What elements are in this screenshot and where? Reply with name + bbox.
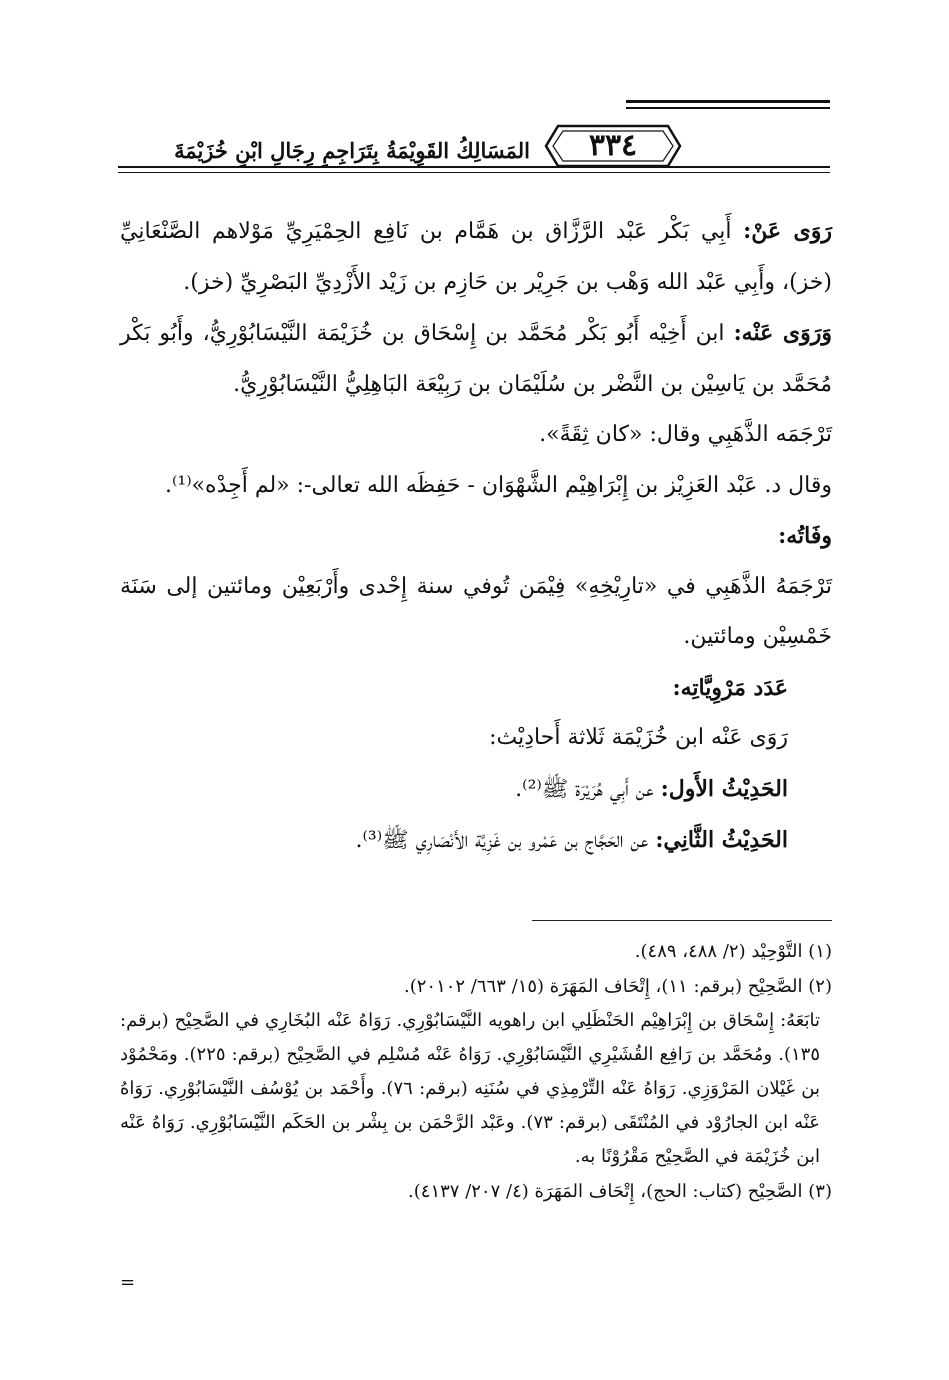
footnote-1: (١) التَّوْحِيْد (٢/ ٤٨٨، ٤٨٩). <box>634 941 832 962</box>
paragraph-narrations-count: رَوَى عَنْه ابن خُزَيْمَة ثَلاثة أَحادِيْث: <box>489 725 788 750</box>
paragraph-shahwan: وقال د. عَبْد العَزِيْز بن إِبْرَاهِيْم الشَّهْوَان - حَفِظَه الله تعالى-: «لم أَجِدْه»⁽¹⁾. <box>164 472 832 498</box>
text-narrated-from: أَبِي بَكْر عَبْد الرَّزَّاق بن هَمَّام بن نَافِع الحِمْيَرِيِّ مَوْلاهم الصَّنْعَانِيِّ (خز)، وأَبِي عَبْد الله وَهْب بن جَرِيْر بن حَازِم بن زَيْد الأَزْدِيِّ البَصْرِيِّ (خز). <box>120 219 832 295</box>
header-rule-top-thin <box>626 107 830 109</box>
label-narrated-from: رَوَى عَنْ: <box>743 218 832 244</box>
footnote-3: (٣) الصَّحِيْح (كتاب: الحج)، إِتْحَاف المَهَرَة (٤/ ٢٠٧/ ٤١٣٧). <box>408 1181 832 1202</box>
footnotes <box>120 934 832 1209</box>
footnote-2: (٢) الصَّحِيْح (برقم: ١١)، إِتْحَاف المَهَرَة (١٥/ ٦٦٣/ ٢٠١٠٢). <box>403 976 832 997</box>
footnote-2-continuation: تابَعَهُ: إِسْحَاق بن إِبْرَاهِيْم الحَنْظَلِي ابن راهويه النَّيْسَابُوْرِي. رَوَاهُ عَنْه البُخَارِي في الصَّحِيْح (برقم: ١٣٥). ومُحَمَّد بن رَافِع القُشَيْرِي النَّيْسَابُوْرِي. رَوَاهُ عَنْه مُسْلِم في الصَّحِيْح (برقم: ٢٢٥). ومَحْمُوْد بن غَيْلان المَرْوَزِي. رَوَاهُ عَنْه التِّرْمِذِي في سُنَنِه (برقم: ٧٦). وأَحْمَد بن يُوْسُف النَّيْسَابُوْرِي. رَوَاهُ عَنْه ابن الجارُوْد في المُنْتَقَى (برقم: ٧٣). وعَبْد الرَّحْمَن بن بِشْر بن الحَكَم النَّيْسَابُوْرِي. رَوَاهُ عَنْه ابن خُزَيْمَة في الصَّحِيْح مَقْرُوْنًا به. <box>120 1010 821 1167</box>
running-title: المَسَالِكُ القَوِيْمَةُ بِتَرَاجِمِ رِجَالِ ابْنِ خُزَيْمَةَ <box>174 138 530 163</box>
paragraph-dhahabi: تَرْجَمَه الذَّهَبِي وقال: «كان ثِقَةً». <box>539 422 832 447</box>
paragraph-narrated-by <box>120 308 832 410</box>
page-header <box>118 100 830 180</box>
page-number: ٣٣٤ <box>588 128 638 163</box>
page-number-frame <box>544 124 682 168</box>
heading-narrations-count: عَدَد مَرْوِيَّاتِه: <box>672 674 788 701</box>
label-hadith-second: الحَدِيْثُ الثَّانِي: <box>655 827 788 853</box>
text-hadith-second: عن الحَجَّاج بن عَمْرو بن غَزِيَّة الأَنْصَارِي ﷺ⁽³⁾. <box>355 828 656 853</box>
header-rule-top <box>626 100 830 103</box>
main-text <box>120 206 832 867</box>
continuation-mark: = <box>120 1272 136 1293</box>
label-hadith-first: الحَدِيْثُ الأَول: <box>660 775 788 802</box>
footnote-divider <box>532 920 832 921</box>
header-rule-bottom <box>118 166 830 168</box>
label-narrated-by: وَرَوَى عَنْه: <box>733 320 833 346</box>
heading-death: وفَاتُه: <box>778 523 832 549</box>
hadith-second <box>120 815 832 867</box>
text-narrated-by: ابن أَخِيْه أَبُو بَكْر مُحَمَّد بن إِسْحَاق بن خُزَيْمَة النَّيْسَابُوْرِيُّ، وأَبُو بَكْر مُحَمَّد بن يَاسِيْن بن النَّضْر بن سُلَيْمَان بن رَبِيْعَة البَاهِلِيُّ النَّيْسَابُوْرِيُّ. <box>120 321 832 397</box>
header-rule-bottom-thin <box>118 172 830 173</box>
text-hadith-first: عن أَبِي هُرَيْرَة ﷺ⁽²⁾. <box>515 776 661 802</box>
paragraph-narrated-from <box>120 206 832 308</box>
hadith-first <box>120 764 832 816</box>
paragraph-death: تَرْجَمَهُ الذَّهَبِي في «تارِيْخِهِ» فِيْمَن تُوفي سنة إِحْدى وأَرْبَعِيْن ومائتين إلى سَنَة خَمْسِيْن ومائتين. <box>120 573 832 649</box>
